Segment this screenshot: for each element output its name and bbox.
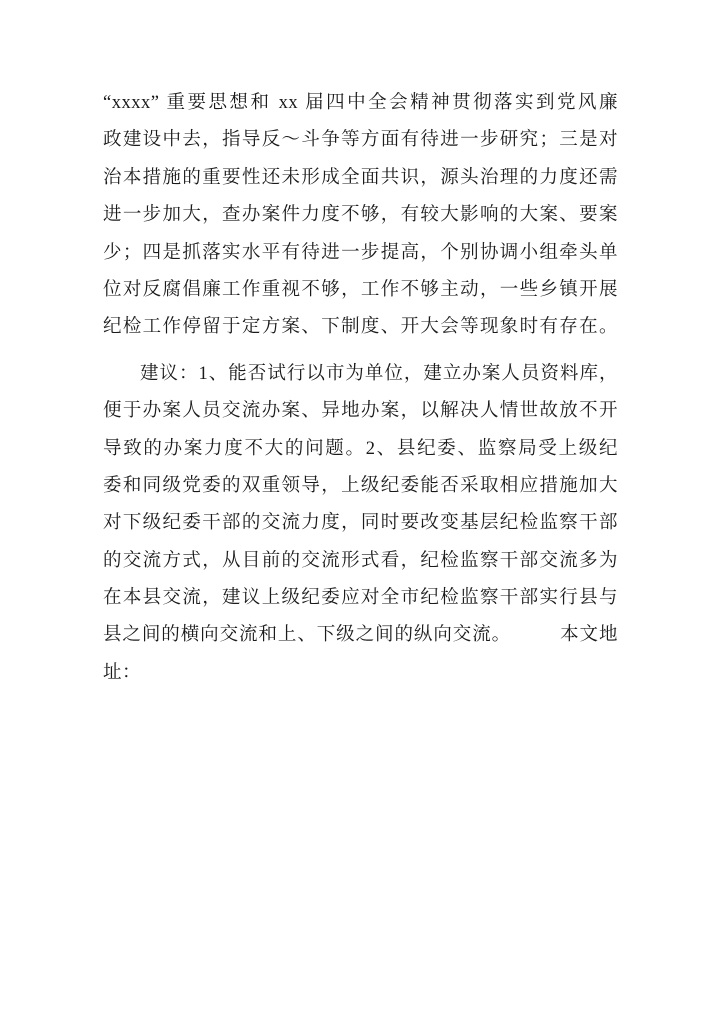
text-line: 位对反腐倡廉工作重视不够，工作不够主动，一些乡镇开展 xyxy=(103,279,618,300)
text-line: 的交流方式，从目前的交流形式看，纪检监察干部交流多为 xyxy=(103,550,618,571)
text-line: 建议：1、能否试行以市为单位，建立办案人员资料库， xyxy=(140,363,618,384)
text-line: 政建设中去，指导反～斗争等方面有待进一步研究；三是对 xyxy=(103,130,618,151)
text-line: 委和同级党委的双重领导，上级纪委能否采取相应措施加大 xyxy=(103,475,618,496)
text-line: 纪检工作停留于定方案、下制度、开大会等现象时有存在。 xyxy=(103,317,618,338)
text-line: “xxxx” 重要思想和 xx 届四中全会精神贯彻落实到党风廉 xyxy=(103,93,618,113)
paragraph-problems xyxy=(103,85,618,347)
document-body xyxy=(103,85,618,692)
text-line: 县之间的横向交流和上、下级之间的纵向交流。 本文地 xyxy=(103,625,618,646)
text-line: 治本措施的重要性还未形成全面共识，源头治理的力度还需 xyxy=(103,167,618,188)
text-line: 址： xyxy=(103,662,142,683)
paragraph-suggestions xyxy=(103,356,618,693)
text-line: 少；四是抓落实水平有待进一步提高，个别协调小组牵头单 xyxy=(103,242,618,263)
text-line: 进一步加大，查办案件力度不够，有较大影响的大案、要案 xyxy=(103,205,618,226)
text-line: 对下级纪委干部的交流力度，同时要改变基层纪检监察干部 xyxy=(103,513,618,534)
text-line: 在本县交流，建议上级纪委应对全市纪检监察干部实行县与 xyxy=(103,588,618,609)
text-line: 导致的办案力度不大的问题。2、县纪委、监察局受上级纪 xyxy=(103,438,618,459)
text-line: 便于办案人员交流办案、异地办案，以解决人情世故放不开 xyxy=(103,401,618,422)
